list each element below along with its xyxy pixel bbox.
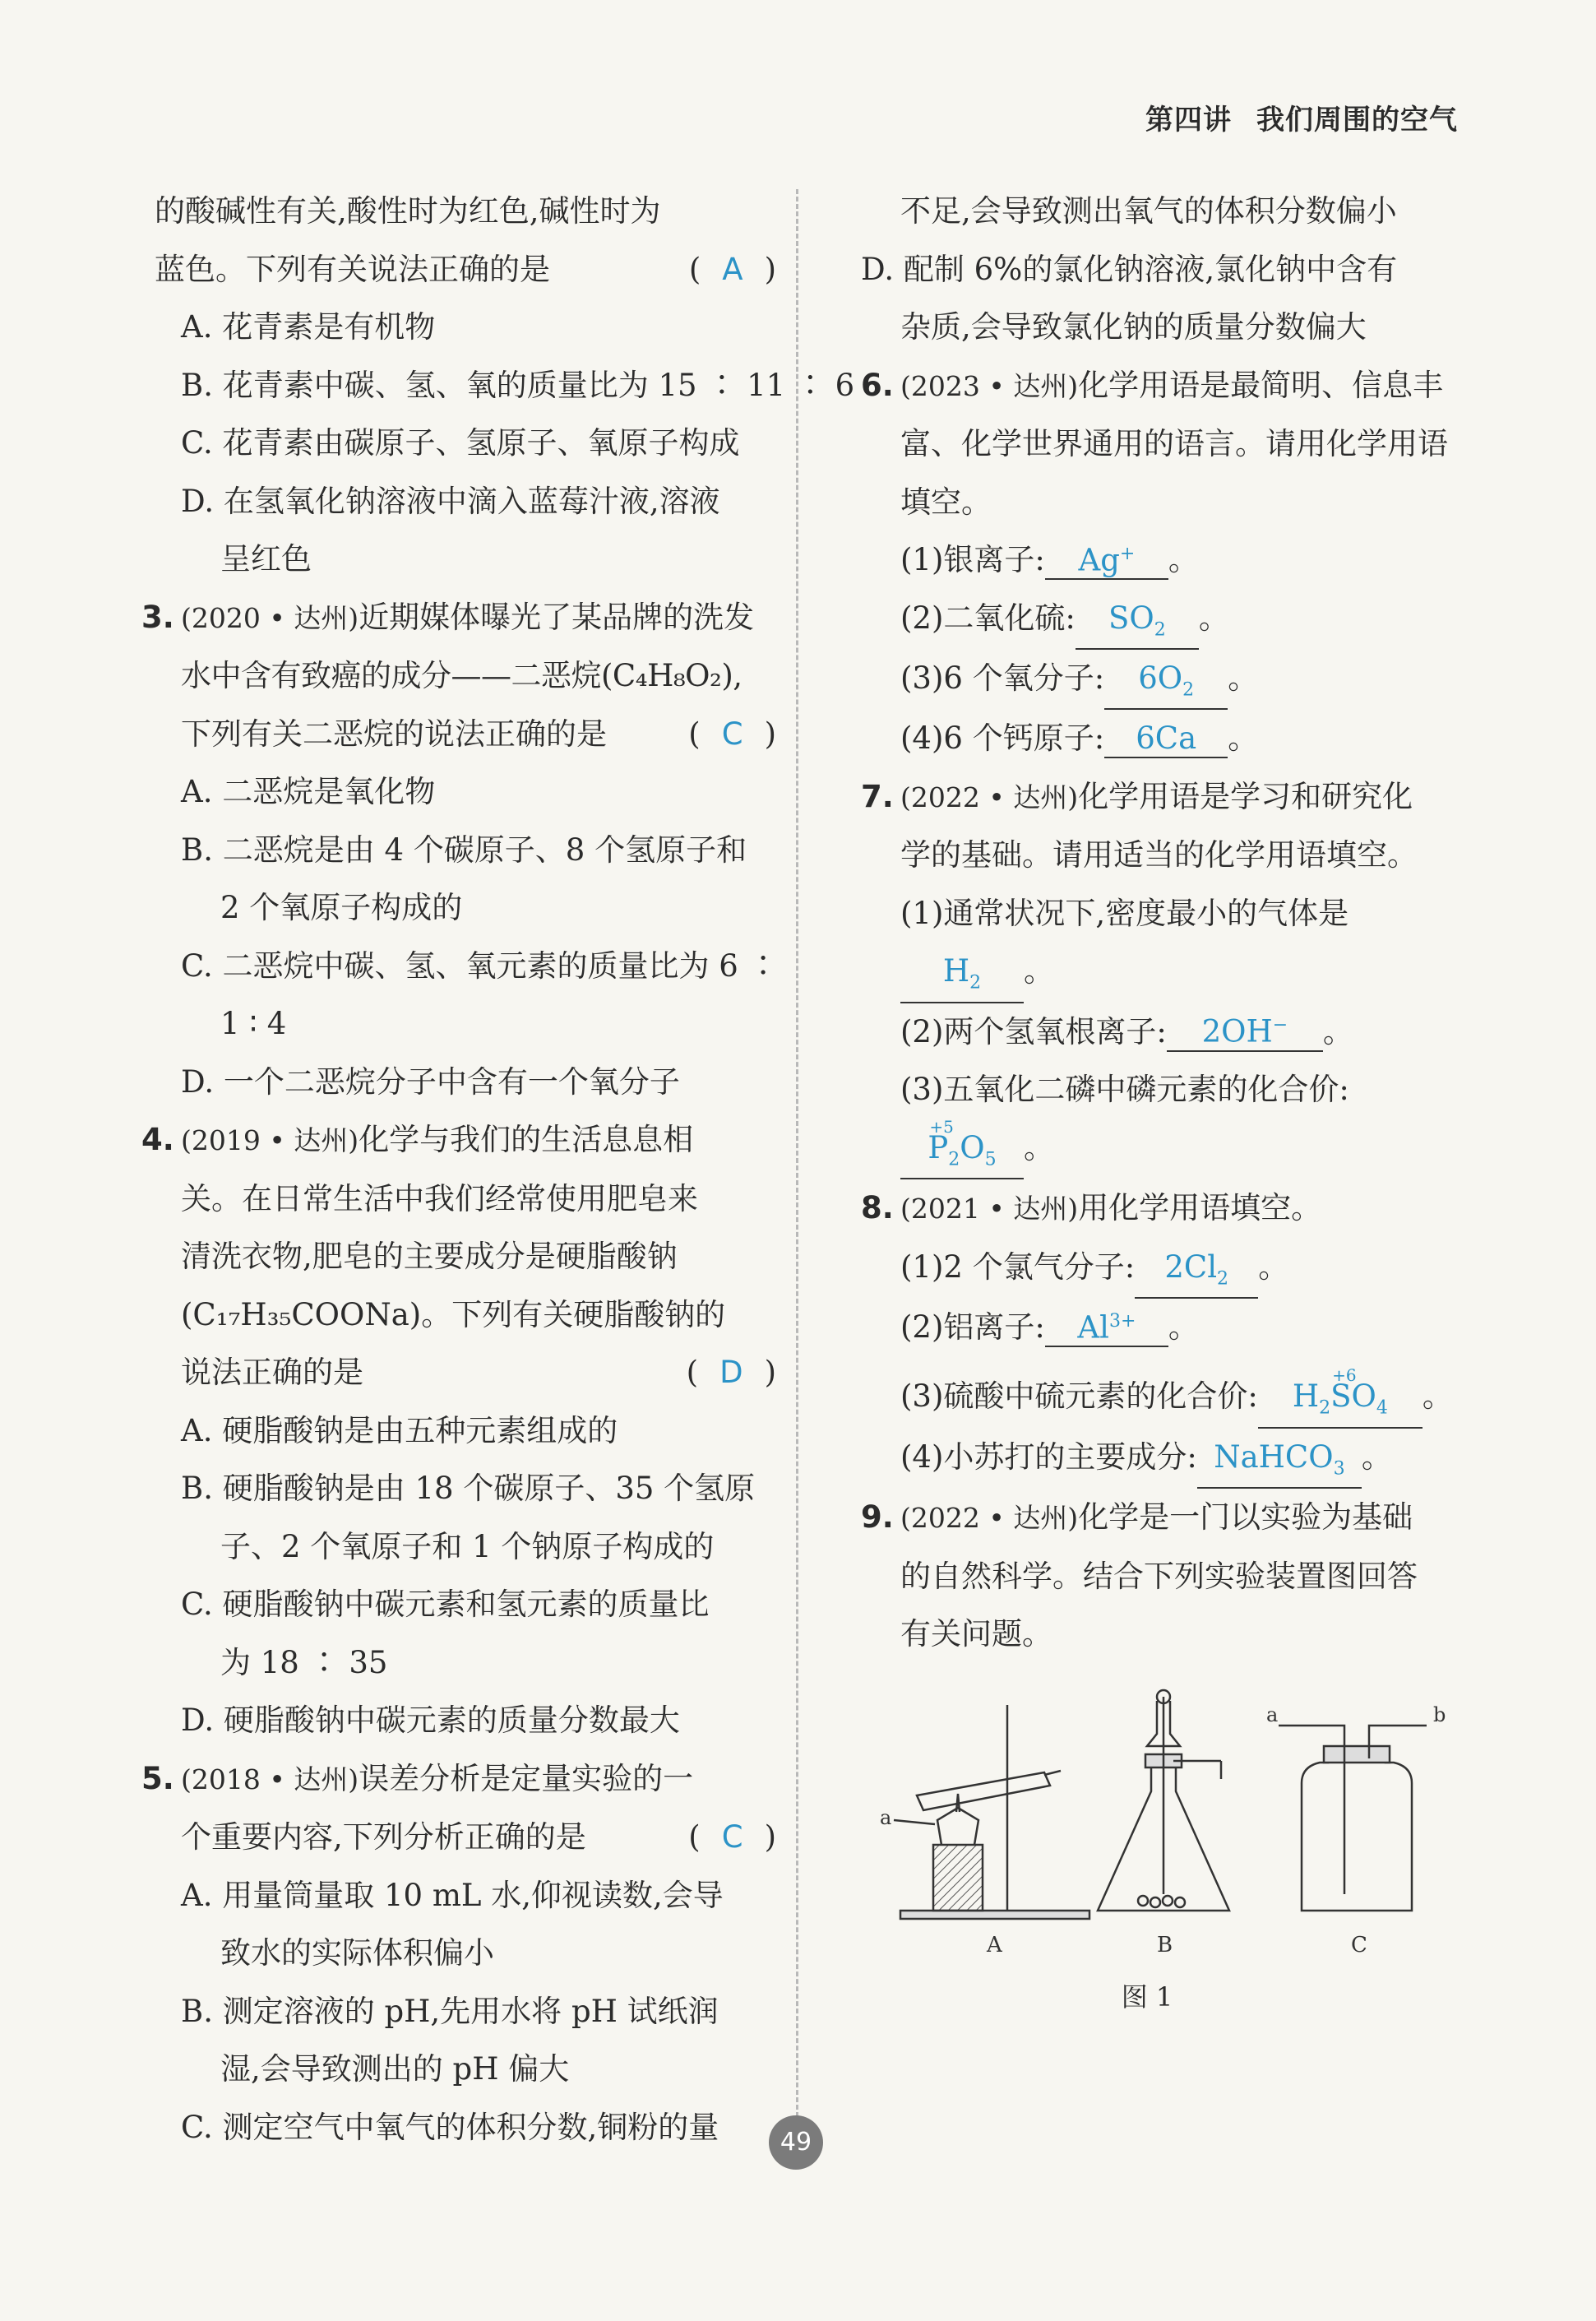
label-a-left: a (880, 1805, 892, 1829)
q3-answer: C (721, 716, 743, 752)
page-number: 49 (769, 2115, 823, 2170)
q8-answer-4: NaHCO$_3$ (1197, 1439, 1362, 1489)
q6-part-2: (2)二氧化硫: $SO_2$ 。 (835, 590, 1460, 650)
label-a-right: a (1266, 1703, 1279, 1726)
q8-part-3: (3)硫酸中硫元素的化合价: $H_2$ +6 $SO_4$ 。 (835, 1368, 1460, 1428)
q4-option-c-2: 为 18 ∶ 35 (220, 1644, 388, 1680)
q3-option-c-2: 1 ∶ 4 (220, 1006, 287, 1041)
q6-answer-2: $SO_2$ (1076, 600, 1199, 650)
q8-stem-1: 8. (2021 • 达州)用化学用语填空。 (835, 1179, 1460, 1239)
apparatus-b (1098, 1690, 1229, 1911)
q6-stem-2: 富、化学世界通用的语言。请用化学用语 (900, 426, 1448, 461)
q7-answer-3: +5 $P_2O_5$ (900, 1130, 1024, 1179)
q4-stem-3: 清洗衣物,肥皂的主要成分是硬脂酸钠 (181, 1239, 678, 1274)
q2-option-b: B. 花青素中碳、氢、氧的质量比为 15 ∶ 11 ∶ 6 (181, 367, 855, 403)
q6-part-3: (3)6 个氧分子: $6O_2$ 。 (835, 650, 1460, 710)
q5-answer: C (721, 1819, 743, 1855)
q6-stem-3: 填空。 (900, 484, 992, 520)
q6-part-4: (4)6 个钙原子: 6Ca 。 (835, 710, 1460, 768)
q5-stem-1: 5. (2018 • 达州)误差分析是定量实验的一 (155, 1750, 776, 1809)
q3-option-b-2: 2 个氧原子构成的 (220, 890, 463, 925)
lecture-number: 第四讲 (1145, 104, 1232, 137)
q4-option-c-1: C. 硬脂酸钠中碳元素和氢元素的质量比 (181, 1587, 710, 1622)
q3-option-d: D. 一个二恶烷分子中含有一个氧分子 (181, 1063, 680, 1100)
q5-option-c-1: C. 测定空气中氧气的体积分数,铜粉的量 (181, 2109, 719, 2145)
q4-option-a: A. 硬脂酸钠是由五种元素组成的 (181, 1412, 618, 1448)
q6-number: 6. (861, 367, 894, 403)
page-header (1145, 97, 1458, 137)
q8-part-4: (4)小苏打的主要成分: NaHCO$_3$ 。 (835, 1429, 1460, 1489)
q5-stem-2: 个重要内容,下列分析正确的是 ( C ) (155, 1809, 776, 1867)
q8-number: 8. (861, 1190, 894, 1226)
q7-answer-2: 2OH− (1167, 1008, 1323, 1051)
q4-stem-5: 说法正确的是 ( D ) (155, 1344, 776, 1402)
q6-stem-1: 6. (2023 • 达州)化学用语是最简明、信息丰 (835, 357, 1460, 416)
q5-option-a-2: 致水的实际体积偏小 (220, 1935, 494, 1971)
q4-number: 4. (141, 1122, 174, 1157)
q7-part-2: (2)两个氢氧根离子: 2OH− 。 (835, 1003, 1460, 1062)
q7-stem-2: 学的基础。请用适当的化学用语填空。 (900, 837, 1418, 873)
q9-stem-2: 的自然科学。结合下列实验装置图回答 (900, 1558, 1418, 1594)
q3-number: 3. (141, 599, 174, 635)
q3-stem-3: 下列有关二恶烷的说法正确的是 ( C ) (155, 706, 776, 764)
q6-part-1: (1)银离子: Ag+ 。 (835, 531, 1460, 590)
q5-option-a-1: A. 用量筒量取 10 mL 水,仰视读数,会导 (181, 1877, 724, 1913)
q5-number: 5. (141, 1760, 174, 1796)
column-divider (796, 189, 798, 2147)
q9-number: 9. (861, 1499, 894, 1536)
q7-valence: +5 (929, 1116, 954, 1137)
q8-answer-2: $Al^{3+}$ (1045, 1304, 1168, 1347)
q8-valence: +6 (1332, 1365, 1357, 1386)
q3-stem-2: 水中含有致癌的成分——二恶烷(C₄H₈O₂), (181, 658, 742, 693)
q7-part-3-answer-line: +5 $P_2O_5$ 。 (835, 1119, 1460, 1179)
q5-option-d-2: 杂质,会导致氯化钠的质量分数偏大 (900, 309, 1367, 345)
q3-answer-box: ( C ) (688, 716, 776, 752)
q5-answer-box: ( C ) (688, 1819, 776, 1855)
label-apparatus-b: B (1157, 1932, 1173, 1957)
label-apparatus-a: A (987, 1932, 1002, 1957)
q7-stem-1: 7. (2022 • 达州)化学用语是学习和研究化 (835, 768, 1460, 827)
q9-stem-3: 有关问题。 (900, 1616, 1052, 1652)
q5-option-b-2: 湿,会导致测出的 pH 偏大 (220, 2051, 570, 2087)
q4-stem-2: 关。在日常生活中我们经常使用肥皂来 (181, 1180, 698, 1216)
q3-stem-1: 3. (2020 • 达州)近期媒体曝光了某品牌的洗发 (155, 589, 776, 648)
q5-option-c-2: 不足,会导致测出氧气的体积分数偏小 (900, 193, 1397, 229)
q4-answer-box: ( D ) (686, 1355, 776, 1390)
q2-line-2: 蓝色。下列有关说法正确的是 ( A ) (155, 241, 776, 299)
apparatus-c (1279, 1726, 1427, 1911)
q6-answer-3: $6O_2$ (1104, 660, 1228, 710)
q3-option-c-1: C. 二恶烷中碳、氢、氧元素的质量比为 6 ∶ (181, 947, 779, 984)
q2-option-a: A. 花青素是有机物 (181, 309, 436, 345)
q2-answer-box: ( A ) (688, 251, 776, 287)
lecture-title: 我们周围的空气 (1256, 104, 1458, 137)
q7-number: 7. (861, 778, 894, 814)
q4-option-b-2: 子、2 个氧原子和 1 个钠原子构成的 (220, 1528, 715, 1564)
q8-part-1: (1)2 个氯气分子: $2Cl_2$ 。 (835, 1239, 1460, 1299)
figure-caption: 图 1 (1121, 1980, 1173, 2013)
q4-option-b-1: B. 硬脂酸钠是由 18 个碳原子、35 个氢原 (181, 1471, 756, 1506)
q5-option-d-1: D. 配制 6%的氯化钠溶液,氯化钠中含有 (861, 251, 1398, 287)
q2-option-c: C. 花青素由碳原子、氢原子、氧原子构成 (181, 425, 740, 461)
q7-part-1: (1)通常状况下,密度最小的气体是 (900, 895, 1349, 931)
q6-answer-4: 6Ca (1104, 720, 1228, 758)
q2-option-d-2: 呈红色 (220, 541, 312, 577)
q5-option-b-1: B. 测定溶液的 pH,先用水将 pH 试纸润 (181, 1993, 719, 2029)
q4-stem-1: 4. (2019 • 达州)化学与我们的生活息息相 (155, 1111, 776, 1170)
q9-stem-1: 9. (2022 • 达州)化学是一门以实验为基础 (835, 1489, 1460, 1548)
label-b: b (1433, 1703, 1446, 1726)
q2-answer: A (722, 251, 743, 287)
q4-option-d: D. 硬脂酸钠中碳元素的质量分数最大 (181, 1703, 680, 1738)
q6-answer-1: Ag+ (1045, 536, 1168, 580)
q8-answer-3: $H_2$ +6 $SO_4$ (1258, 1378, 1423, 1428)
apparatus-diagram (835, 1689, 1460, 1960)
q7-part-3: (3)五氧化二磷中磷元素的化合价: (900, 1072, 1349, 1108)
q2-line-1: 的酸碱性有关,酸性时为红色,碱性时为 (155, 193, 661, 229)
q9-figure (835, 1689, 1460, 1960)
q7-part-1-answer-line: $H_2$ 。 (835, 943, 1460, 1003)
q4-stem-4: (C₁₇H₃₅COONa)。下列有关硬脂酸钠的 (181, 1296, 726, 1332)
right-column (835, 183, 1460, 2026)
apparatus-a (894, 1705, 1089, 1919)
q3-option-b-1: B. 二恶烷是由 4 个碳原子、8 个氢原子和 (181, 832, 747, 868)
q7-answer-1: $H_2$ (900, 953, 1024, 1003)
q2-option-d-1: D. 在氢氧化钠溶液中滴入蓝莓汁液,溶液 (181, 483, 720, 519)
label-apparatus-c: C (1351, 1932, 1367, 1957)
q4-answer: D (719, 1355, 743, 1390)
q8-part-2: (2)铝离子: $Al^{3+}$ 。 (835, 1299, 1460, 1357)
q3-option-a: A. 二恶烷是氧化物 (181, 774, 436, 809)
q8-answer-1: $2Cl_2$ (1135, 1249, 1258, 1299)
